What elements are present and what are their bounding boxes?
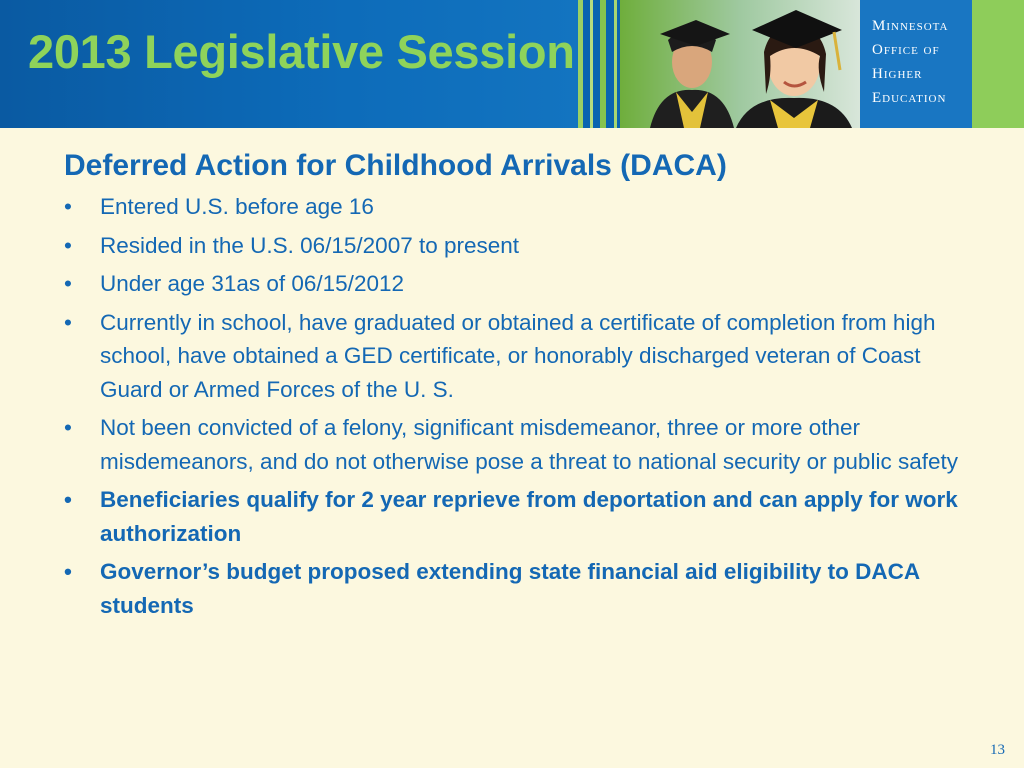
bullet-item	[64, 267, 964, 301]
bullet-text: Governor’s budget proposed extending state financial aid eligibility to DACA students	[100, 559, 920, 618]
bullet-text: Currently in school, have graduated or obtained a certificate of completion from high school, have obtained a GED certificate, or honorably discharged veteran of Coast Guard or Armed Forces of the U. S.	[100, 309, 936, 402]
graduates-photo-illustration	[620, 0, 860, 128]
decorative-stripe	[578, 0, 583, 128]
bullet-marker: •	[64, 559, 72, 584]
brand-line: Minnesota	[872, 18, 949, 34]
decorative-stripe	[590, 0, 593, 128]
brand-line: Higher	[872, 66, 923, 82]
bullet-item	[64, 190, 964, 224]
decorative-stripe	[614, 0, 617, 128]
bullet-marker: •	[64, 309, 72, 335]
bullet-list	[64, 190, 964, 622]
bullet-text: Entered U.S. before age 16	[100, 194, 374, 219]
bullet-text: Not been convicted of a felony, significant misdemeanor, three or more other misdemeanors, and do not otherwise pose a threat to national security or public safety	[100, 415, 958, 474]
bullet-item	[64, 555, 964, 622]
decorative-stripe	[600, 0, 606, 128]
content-area	[64, 148, 964, 627]
header-banner	[0, 0, 1024, 128]
brand-box	[860, 0, 972, 128]
bullet-item	[64, 229, 964, 263]
bullet-text: Under age 31as of 06/15/2012	[100, 271, 404, 296]
slide-title: 2013 Legislative Session	[28, 25, 575, 78]
bullet-marker: •	[64, 232, 72, 258]
bullet-text: Beneficiaries qualify for 2 year reprieve from deportation and can apply for work authorization	[100, 487, 958, 546]
brand-line: Education	[872, 90, 947, 106]
bullet-marker: •	[64, 271, 72, 296]
accent-green-bar	[972, 0, 1024, 128]
bullet-item	[64, 483, 964, 550]
bullet-marker: •	[64, 487, 72, 512]
bullet-item	[64, 411, 964, 478]
bullet-text: Resided in the U.S. 06/15/2007 to present	[100, 232, 520, 258]
bullet-marker: •	[64, 415, 72, 440]
brand-logo-text	[872, 14, 948, 110]
bullet-item	[64, 306, 964, 407]
section-heading: Deferred Action for Childhood Arrivals (DACA)	[64, 149, 727, 182]
graduates-photo	[620, 0, 860, 128]
brand-line: Office of	[872, 42, 940, 58]
page-number: 13	[990, 742, 1005, 758]
bullet-marker: •	[64, 194, 72, 219]
